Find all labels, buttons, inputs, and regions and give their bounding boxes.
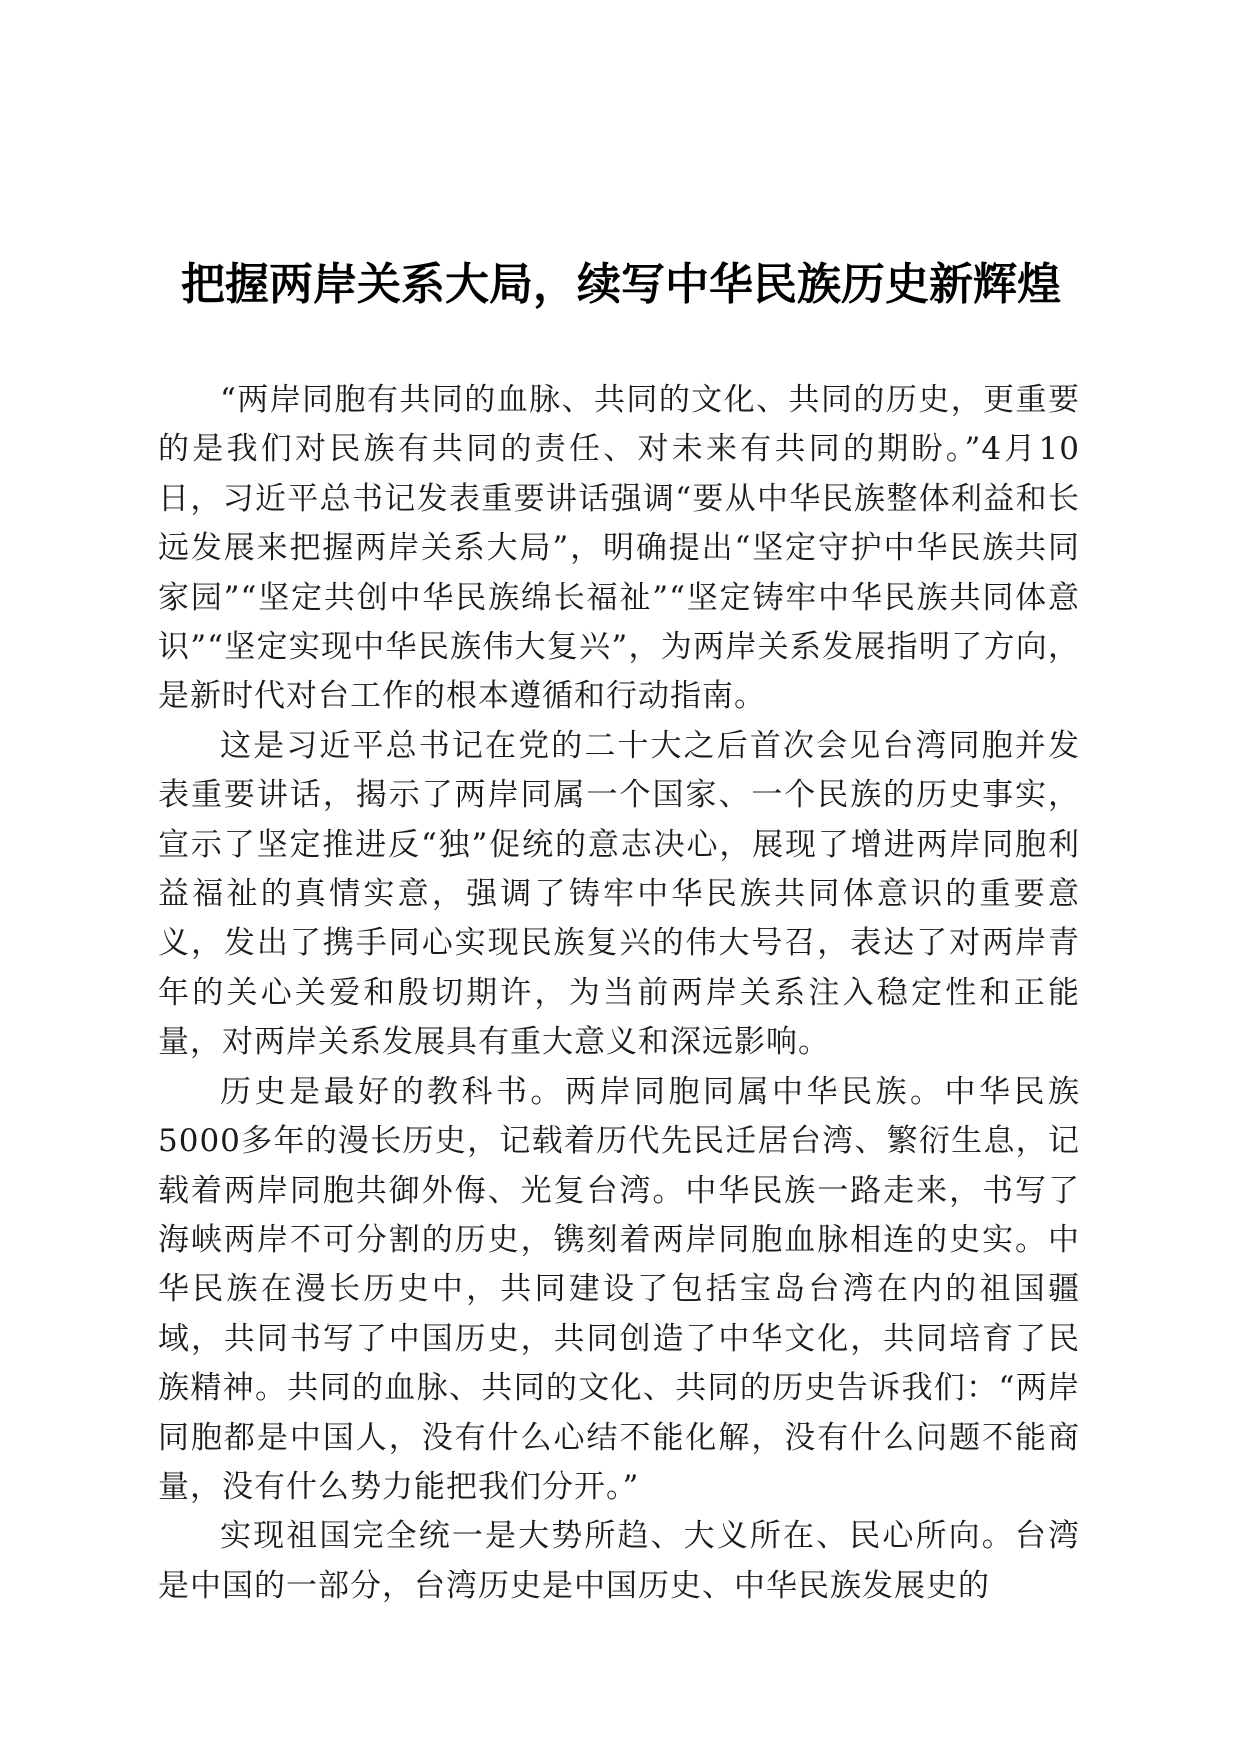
paragraph-3: 历史是最好的教科书。两岸同胞同属中华民族。中华民族5000多年的漫长历史，记载着历代先民迁居台湾、繁衍生息，记载着两岸同胞共御外侮、光复台湾。中华民族一路走来，书写了海峡两岸不可分割的历史，镌刻着两岸同胞血脉相连的史实。中华民族在漫长历史中，共同建设了包括宝岛台湾在内的祖国疆域，共同书写了中国历史，共同创造了中华文化，共同培育了民族精神。共同的血脉、共同的文化、共同的历史告诉我们：“两岸同胞都是中国人，没有什么心结不能化解，没有什么问题不能商量，没有什么势力能把我们分开。” — [158, 1073, 1080, 1505]
paragraph-1: “两岸同胞有共同的血脉、共同的文化、共同的历史，更重要的是我们对民族有共同的责任、对未来有共同的期盼。”4月10日，习近平总书记发表重要讲话强调“要从中华民族整体利益和长远发展来把握两岸关系大局”，明确提出“坚定守护中华民族共同家园”“坚定共创中华民族绵长福祉”“坚定铸牢中华民族共同体意识”“坚定实现中华民族伟大复兴”，为两岸关系发展指明了方向，是新时代对台工作的根本遵循和行动指南。 — [158, 382, 1080, 715]
document-title: 把握两岸关系大局，续写中华民族历史新辉煌 — [181, 259, 1061, 310]
document-body — [158, 376, 1080, 1611]
paragraph-2: 这是习近平总书记在党的二十大之后首次会见台湾同胞并发表重要讲话，揭示了两岸同属一个国家、一个民族的历史事实，宣示了坚定推进反“独”促统的意志决心，展现了增进两岸同胞利益福祉的真情实意，强调了铸牢中华民族共同体意识的重要意义，发出了携手同心实现民族复兴的伟大号召，表达了对两岸青年的关心关爱和殷切期许，为当前两岸关系注入稳定性和正能量，对两岸关系发展具有重大意义和深远影响。 — [158, 727, 1080, 1061]
paragraph-4: 实现祖国完全统一是大势所趋、大义所在、民心所向。台湾是中国的一部分，台湾历史是中国历史、中华民族发展史的 — [158, 1518, 1080, 1604]
